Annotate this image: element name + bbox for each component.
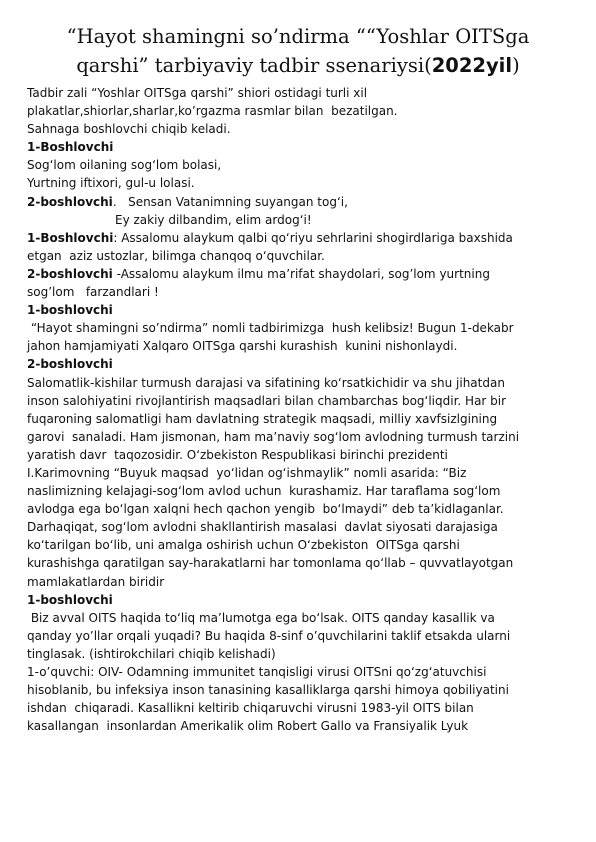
text-line [27, 536, 575, 554]
text-line [27, 699, 575, 717]
text-line [27, 663, 575, 681]
text-line [27, 609, 575, 627]
line-text: tinglasak. (ishtirokchilari chiqib kelishadi) [27, 646, 276, 661]
line-text: avlodga ega bo‘lgan xalqni hech qachon yengib bo‘lmaydi” deb ta’kidlaganlar. [27, 502, 504, 517]
text-line [27, 645, 575, 663]
speaker-label: 2-boshlovchi [27, 266, 113, 281]
text-line [27, 573, 575, 591]
line-text: Sahnaga boshlovchi chiqib keladi. [27, 122, 231, 137]
line-text: -Assalomu alaykum ilmu ma’rifat shaydolari, sog’lom yurtning [112, 266, 490, 281]
line-text: I.Karimovning “Buyuk maqsad yo‘lidan og‘ishmaylik” nomli asarida: “Biz [27, 465, 467, 480]
text-line [27, 156, 575, 174]
text-line [27, 102, 575, 120]
text-line [27, 337, 575, 355]
line-text: garovi sanaladi. Ham jismonan, ham ma’naviy sog‘lom avlodning turmush tarzini [27, 429, 520, 444]
text-line [27, 518, 575, 536]
speaker-label: 1-boshlovchi [27, 592, 113, 607]
text-line [27, 681, 575, 699]
line-text: “Hayot shamingni so’ndirma” nomli tadbirimizga hush kelibsiz! Bugun 1-dekabr [27, 321, 514, 336]
line-text: Sog‘lom oilaning sog‘lom bolasi, [27, 158, 222, 173]
line-text: etgan aziz ustozlar, bilimga chanqoq o‘quvchilar. [27, 248, 325, 263]
text-line [27, 374, 575, 392]
speaker-heading [27, 138, 575, 156]
text-line [27, 193, 575, 211]
line-text: mamlakatlardan biridir [27, 574, 165, 589]
speaker-label: 2-boshlovchi [27, 357, 113, 372]
text-line [27, 627, 575, 645]
line-text: qanday yo’llar orqali yuqadi? Bu haqida 8-sinf o’quvchilarini taklif etsakda ularni [27, 628, 511, 643]
text-line [27, 211, 575, 229]
line-text: . Sensan Vatanimning suyangan tog‘i, [112, 194, 348, 209]
text-line [27, 84, 575, 102]
document-body [27, 84, 575, 735]
line-text: kurashishga qaratilgan say-harakatlarni har tomonlama qo‘llab – quvvatlayotgan [27, 556, 514, 571]
text-line [27, 392, 575, 410]
text-line [27, 500, 575, 518]
line-text: yaratish davr taqozosidir. O‘zbekiston Respublikasi birinchi prezidenti [27, 447, 448, 462]
text-line [27, 120, 575, 138]
text-line [27, 319, 575, 337]
line-text: sog’lom farzandlari ! [27, 285, 159, 300]
text-line [27, 554, 575, 572]
line-text: Yurtning iftixori, gul-u lolasi. [27, 176, 195, 191]
line-text: Ey zakiy dilbandim, elim ardog‘i! [115, 212, 312, 227]
text-line [27, 464, 575, 482]
text-line [27, 428, 575, 446]
line-text: ishdan chiqaradi. Kasallikni keltirib chiqaruvchi virusni 1983-yil OITS bilan [27, 701, 474, 716]
line-text: : Assalomu alaykum qalbi qo‘riyu sehrlarini shogirdlariga baxshida [113, 230, 513, 245]
text-line [27, 229, 575, 247]
line-text: Darhaqiqat, sog‘lom avlodni shakllantirish masalasi davlat siyosati darajasiga [27, 520, 498, 535]
line-text: kasallangan insonlardan Amerikalik olim Robert Gallo va Fransiyalik Lyuk [27, 719, 469, 734]
line-text: plakatlar,shiorlar,sharlar,ko’rgazma rasmlar bilan bezatilgan. [27, 104, 398, 119]
speaker-heading [27, 301, 575, 319]
text-line [27, 482, 575, 500]
text-line [27, 446, 575, 464]
text-line [27, 174, 575, 192]
title-line-2: qarshi” tarbiyaviy tadbir ssenariysi( [76, 54, 432, 77]
speaker-label: 1-Boshlovchi [27, 230, 114, 245]
title-year: 2022yil [431, 54, 513, 77]
text-line [27, 283, 575, 301]
title-line-2-end: ) [512, 54, 520, 77]
speaker-label: 1-Boshlovchi [27, 140, 114, 155]
title-line-1: “Hayot shamingni so’ndirma ““Yoshlar OITSga [66, 25, 530, 48]
speaker-heading [27, 355, 575, 373]
line-text: Tadbir zali “Yoshlar OITSga qarshi” shiori ostidagi turli xil [27, 86, 368, 100]
line-text: ko‘tarilgan bo‘lib, uni amalga oshirish uchun O‘zbekiston OITSga qarshi [27, 538, 460, 553]
speaker-label: 1-boshlovchi [27, 303, 113, 318]
text-line [27, 410, 575, 428]
line-text: jahon hamjamiyati Xalqaro OITSga qarshi kurashish kunini nishonlaydi. [27, 339, 458, 354]
text-line [27, 247, 575, 265]
text-line [27, 717, 575, 735]
line-text: Biz avval OITS haqida to‘liq ma’lumotga ega bo‘lsak. OITS qanday kasallik va [27, 610, 495, 625]
line-text: 1-o’quvchi: OIV- Odamning immunitet tanqisligi virusi OITSni qo‘zg‘atuvchisi [27, 665, 487, 679]
line-text: fuqaroning salomatligi ham davlatning strategik maqsadi, milliy xavfsizlgining [27, 411, 498, 426]
line-text: inson salohiyatini rivojlantirish maqsadlari bilan chambarchas bog‘liqdir. Har bir [27, 393, 507, 408]
line-text: hisoblanib, bu infeksiya inson tanasining kasalliklarga qarshi himoya qobiliyatini [27, 683, 509, 698]
document-title [40, 22, 556, 80]
speaker-heading [27, 591, 575, 609]
speaker-label: 2-boshlovchi [27, 194, 113, 209]
text-line [27, 265, 575, 283]
line-text: naslimizning kelajagi-sog‘lom avlod uchun kurashamiz. Har taraflama sog‘lom [27, 484, 501, 499]
line-text: Salomatlik-kishilar turmush darajasi va sifatining ko‘rsatkichidir va shu jihatdan [27, 375, 505, 390]
